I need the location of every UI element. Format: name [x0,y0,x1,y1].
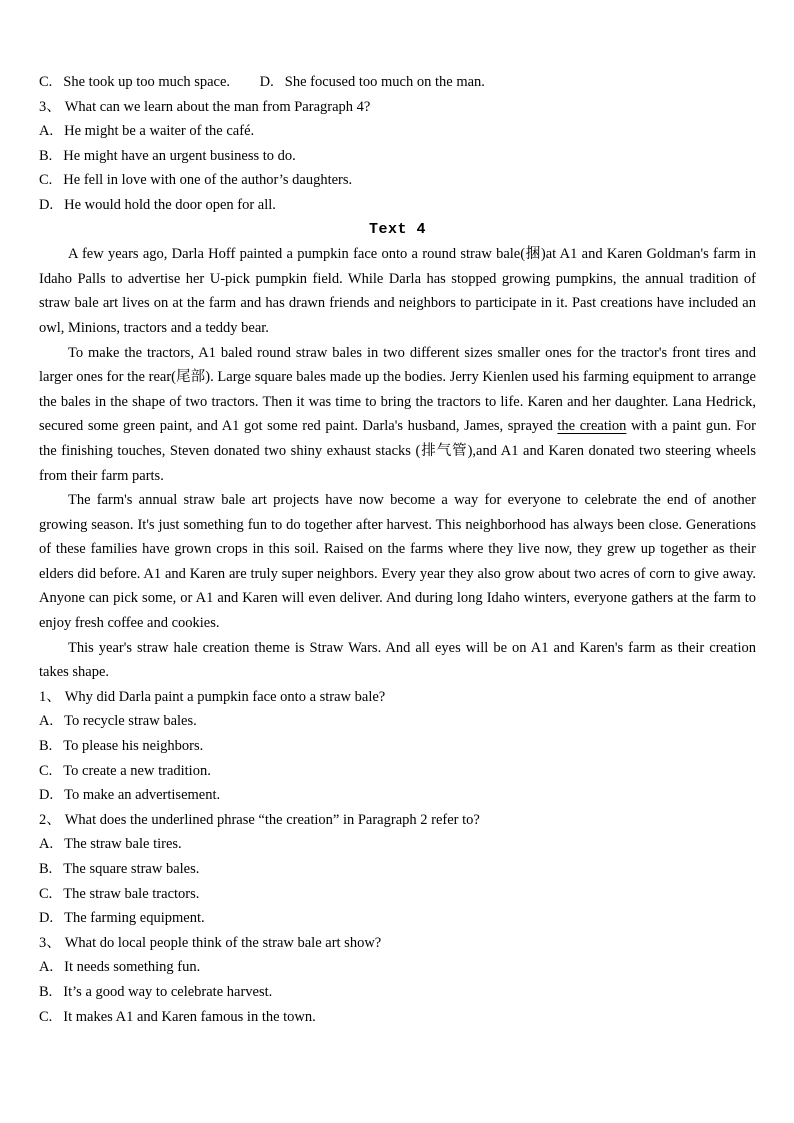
option-text: The straw bale tractors. [63,885,200,902]
option-label: B. [39,983,53,1000]
question-number: 1、 [39,688,61,705]
option-text: He might have an urgent business to do. [63,147,296,164]
question-text: Why did Darla paint a pumpkin face onto a straw bale? [64,688,386,705]
option-text: The straw bale tires. [64,836,182,853]
option-label: C. [39,172,53,189]
option-text: It makes A1 and Karen famous in the town. [63,1008,316,1025]
passage-title: Text 4 [368,220,426,238]
passage-paragraph-4: This year's straw hale creation theme is Straw Wars. And all eyes will be on A1 and Karen's farm as their creation takes shape. [39,639,756,681]
option-text: He would hold the door open for all. [64,196,276,213]
question-number: 3、 [39,98,61,115]
option-text: It needs something fun. [64,959,201,976]
option-label: A. [39,123,54,140]
underlined-phrase: the creation [557,418,627,435]
option-row [39,734,756,759]
option-row [39,906,756,931]
option-label: A. [39,959,54,976]
option-row [39,980,756,1005]
option-text: He fell in love with one of the author’s daughters. [63,172,353,189]
option-label: C. [39,885,53,902]
question-number: 2、 [39,811,61,828]
option-label: B. [39,738,53,755]
passage-paragraph-3: The farm's annual straw bale art projects have now become a way for everyone to celebrate the end of another growing season. It's just something fun to do together after harvest. This neighborhood has always been close. Generations of these families have grown crops in this soil. Raised on the farms where they live now, they grew up together as their elders did before. A1 and Karen are truly super neighbors. Every year they also grow about two acres of corn to give away. Anyone can pick some, or A1 and Karen will even deliver. And during long Idaho winters, everyone gathers at the farm to enjoy fresh coffee and cookies. [39,492,756,632]
question-2-row [39,808,756,833]
option-row [39,74,230,90]
option-text: To please his neighbors. [63,738,204,755]
option-text: He might be a waiter of the café. [64,123,255,140]
option-text: To make an advertisement. [64,787,221,804]
option-row [39,882,756,907]
option-label: C. [39,74,53,90]
option-label: C. [39,762,53,779]
option-label: D. [39,196,54,213]
option-row [39,832,756,857]
option-text: To create a new tradition. [63,762,211,779]
option-row [39,709,756,734]
question-text: What does the underlined phrase “the creation” in Paragraph 2 refer to? [64,811,480,828]
option-label: A. [39,836,54,853]
option-row [39,759,756,784]
option-label: D. [39,910,54,927]
passage-paragraph-2 [39,341,756,489]
option-row [39,857,756,882]
option-text: The square straw bales. [63,861,200,877]
option-label: B. [39,147,53,164]
option-text: She focused too much on the man. [284,74,485,90]
option-label: D. [259,74,274,90]
option-row [39,1005,756,1030]
option-label: C. [39,1008,53,1025]
passage-paragraph-1: A few years ago, Darla Hoff painted a pumpkin face onto a round straw bale(捆)at A1 and Karen Goldman's farm in Idaho Palls to advertise her U-pick pumpkin field. While Darla has stopped growing pumpkins, the annual tradition of straw bale art lives on at the farm and has drawn friends and neighbors to participate in it. Past creations have included an owl, Minions, tractors and a teddy bear. [39,246,756,336]
option-text: To recycle straw bales. [64,713,197,730]
option-row [39,193,756,218]
option-row [39,144,756,169]
option-row [39,783,756,808]
question-1-row [39,685,756,710]
option-row [39,168,756,193]
option-text: The farming equipment. [64,910,205,927]
option-text: She took up too much space. [63,74,231,90]
question-number: 3、 [39,934,61,951]
leading-options-row [39,70,756,95]
question-3-row [39,931,756,956]
option-row [39,955,756,980]
option-text: It’s a good way to celebrate harvest. [63,983,273,1000]
option-label: A. [39,713,54,730]
question-man-row [39,95,756,120]
question-text: What can we learn about the man from Paragraph 4? [64,98,371,115]
option-row [39,119,756,144]
option-label: D. [39,787,54,804]
option-row [260,74,485,90]
question-text: What do local people think of the straw bale art show? [64,934,382,951]
paragraph-2-after: with a paint gun. For the finishing touches, Steven donated two shiny exhaust stacks (排气管),and A1 and Karen donated two steering wheels from their farm parts. [39,418,756,484]
paragraph-2-before: To make the tractors, A1 baled round straw bales in two different sizes smaller ones for the tractor's front tires and larger ones for the rear(尾部). Large square bales made up the bodies. Jerry Kienlen used his farming equipment to arrange the bales in the shape of two tractors. Then it was time to bring the tractors to life. Karen and her daughter. Lana Hedrick, secured some green paint, and A1 got some red paint. Darla's husband, James, sprayed [39,344,756,435]
option-label: B. [39,861,53,877]
